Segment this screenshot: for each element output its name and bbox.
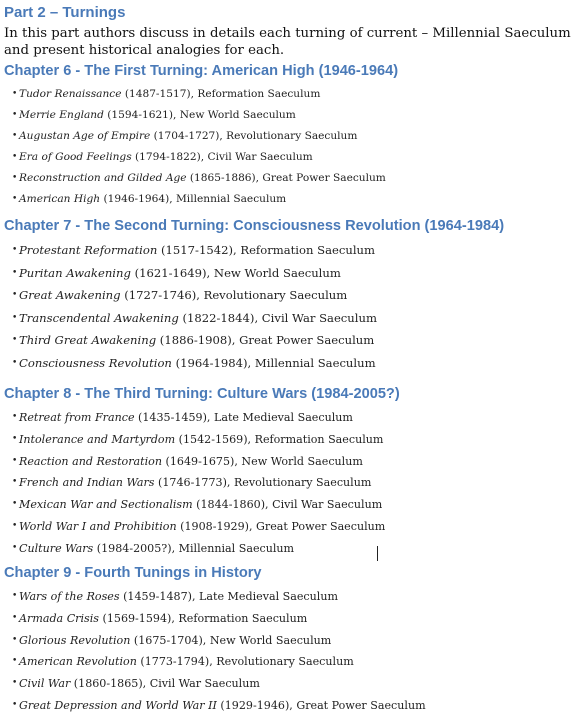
list-item <box>12 243 377 266</box>
turning-details: (1621-1649), New World Saeculum <box>130 265 341 280</box>
turning-name: Transcendental Awakening <box>19 310 179 325</box>
bullet-icon: • <box>12 678 18 689</box>
list-item <box>12 611 426 633</box>
turning-details: (1675-1704), New World Saeculum <box>130 633 332 647</box>
turning-name: Culture Wars <box>19 541 94 555</box>
turning-details: (1704-1727), Revolutionary Saeculum <box>150 130 358 142</box>
turning-name: Merrie England <box>19 109 104 121</box>
bullet-icon: • <box>12 634 18 645</box>
bullet-icon: • <box>12 591 18 601</box>
turning-details: (1860-1865), Civil War Saeculum <box>70 677 260 691</box>
turning-name: Consciousness Revolution <box>19 355 172 370</box>
turning-details: (1984-2005?), Millennial Saeculum <box>93 541 295 555</box>
turning-details: (1794-1822), Civil War Saeculum <box>131 151 313 163</box>
list-item <box>12 633 426 655</box>
bullet-icon: • <box>12 110 18 120</box>
bullet-icon: • <box>12 290 18 300</box>
list-item <box>12 698 426 720</box>
turning-details: (1929-1946), Great Power Saeculum <box>216 698 426 712</box>
list-item <box>12 410 385 432</box>
chapter-item-list <box>12 410 385 563</box>
bullet-icon: • <box>12 194 18 204</box>
bullet-icon: • <box>12 542 18 553</box>
turning-name: Armada Crisis <box>19 611 99 625</box>
list-item <box>12 311 377 334</box>
turning-details: (1964-1984), Millennial Saeculum <box>171 355 376 370</box>
turning-details: (1649-1675), New World Saeculum <box>161 454 363 468</box>
turning-name: Reaction and Restoration <box>19 454 162 468</box>
list-item <box>12 654 426 676</box>
turning-name: Wars of the Roses <box>19 590 120 603</box>
list-item <box>12 87 386 108</box>
turning-details: (1844-1860), Civil War Saeculum <box>192 498 383 512</box>
turning-name: Civil War <box>19 677 71 691</box>
turning-name: Era of Good Feelings <box>19 151 132 163</box>
chapter-item-list <box>12 243 377 378</box>
bullet-icon: • <box>12 520 18 531</box>
turning-name: Retreat from France <box>19 411 135 424</box>
list-item <box>12 150 386 171</box>
part-title: Part 2 – Turnings <box>4 4 126 21</box>
bullet-icon: • <box>12 477 18 488</box>
turning-details: (1517-1542), Reformation Saeculum <box>157 243 375 257</box>
turning-details: (1727-1746), Revolutionary Saeculum <box>120 288 348 302</box>
turning-name: Tudor Renaissance <box>19 88 122 100</box>
turning-details: (1946-1964), Millennial Saeculum <box>100 193 287 205</box>
list-item <box>12 108 386 129</box>
turning-name: Augustan Age of Empire <box>19 130 151 142</box>
list-item <box>12 541 385 563</box>
turning-name: Puritan Awakening <box>19 265 131 280</box>
turning-name: American High <box>19 193 101 205</box>
turning-name: Third Great Awakening <box>19 333 157 347</box>
bullet-icon: • <box>12 433 18 444</box>
chapter-title: Chapter 7 - The Second Turning: Consciousness Revolution (1964-1984) <box>4 218 505 234</box>
turning-details: (1594-1621), New World Saeculum <box>103 109 296 121</box>
bullet-icon: • <box>12 699 18 710</box>
text-cursor <box>377 546 378 561</box>
bullet-icon: • <box>12 612 18 623</box>
part-intro: In this part authors discuss in details each turning of current – Millennial Saeculum and present historical analogies for each. <box>4 26 571 58</box>
bullet-icon: • <box>12 312 18 323</box>
bullet-icon: • <box>12 335 18 345</box>
turning-details: (1746-1773), Revolutionary Saeculum <box>154 476 372 490</box>
turning-details: (1459-1487), Late Medieval Saeculum <box>119 590 339 603</box>
list-item <box>12 192 386 213</box>
turning-name: Intolerance and Martyrdom <box>19 432 176 446</box>
list-item <box>12 519 385 541</box>
turning-name: World War I and Prohibition <box>19 519 177 533</box>
bullet-icon: • <box>12 499 18 510</box>
chapter-title: Chapter 8 - The Third Turning: Culture Wars (1984-2005?) <box>4 386 400 402</box>
list-item <box>12 432 385 454</box>
turning-details: (1865-1886), Great Power Saeculum <box>186 172 386 184</box>
turning-name: Great Awakening <box>19 288 121 302</box>
list-item <box>12 129 386 150</box>
bullet-icon: • <box>12 455 18 466</box>
list-item <box>12 497 385 519</box>
list-item <box>12 266 377 289</box>
turning-name: Glorious Revolution <box>19 633 131 647</box>
bullet-icon: • <box>12 412 18 422</box>
bullet-icon: • <box>12 152 18 162</box>
turning-details: (1487-1517), Reformation Saeculum <box>121 88 321 100</box>
turning-details: (1773-1794), Revolutionary Saeculum <box>136 655 354 669</box>
bullet-icon: • <box>12 89 18 99</box>
list-item <box>12 333 377 356</box>
turning-name: American Revolution <box>19 655 137 669</box>
bullet-icon: • <box>12 357 18 368</box>
bullet-icon: • <box>12 656 18 667</box>
bullet-icon: • <box>12 131 18 141</box>
list-item <box>12 676 426 698</box>
list-item <box>12 356 377 379</box>
turning-details: (1542-1569), Reformation Saeculum <box>175 432 384 446</box>
turning-name: Mexican War and Sectionalism <box>19 498 193 512</box>
turning-name: Reconstruction and Gilded Age <box>19 172 187 184</box>
list-item <box>12 475 385 497</box>
list-item <box>12 288 377 311</box>
bullet-icon: • <box>12 173 18 183</box>
turning-name: Great Depression and World War II <box>19 698 217 712</box>
turning-details: (1908-1929), Great Power Saeculum <box>176 519 386 533</box>
chapter-title: Chapter 9 - Fourth Tunings in History <box>4 565 262 581</box>
chapter-item-list <box>12 589 426 720</box>
list-item <box>12 171 386 192</box>
chapter-title: Chapter 6 - The First Turning: American High (1946-1964) <box>4 63 399 79</box>
turning-details: (1435-1459), Late Medieval Saeculum <box>134 411 353 424</box>
turning-details: (1822-1844), Civil War Saeculum <box>178 310 377 325</box>
bullet-icon: • <box>12 245 18 255</box>
turning-name: Protestant Reformation <box>19 243 158 257</box>
turning-details: (1569-1594), Reformation Saeculum <box>98 611 308 625</box>
list-item <box>12 589 426 611</box>
bullet-icon: • <box>12 267 18 278</box>
chapter-item-list <box>12 87 386 213</box>
list-item <box>12 454 385 476</box>
turning-details: (1886-1908), Great Power Saeculum <box>156 333 375 347</box>
turning-name: French and Indian Wars <box>19 476 155 490</box>
